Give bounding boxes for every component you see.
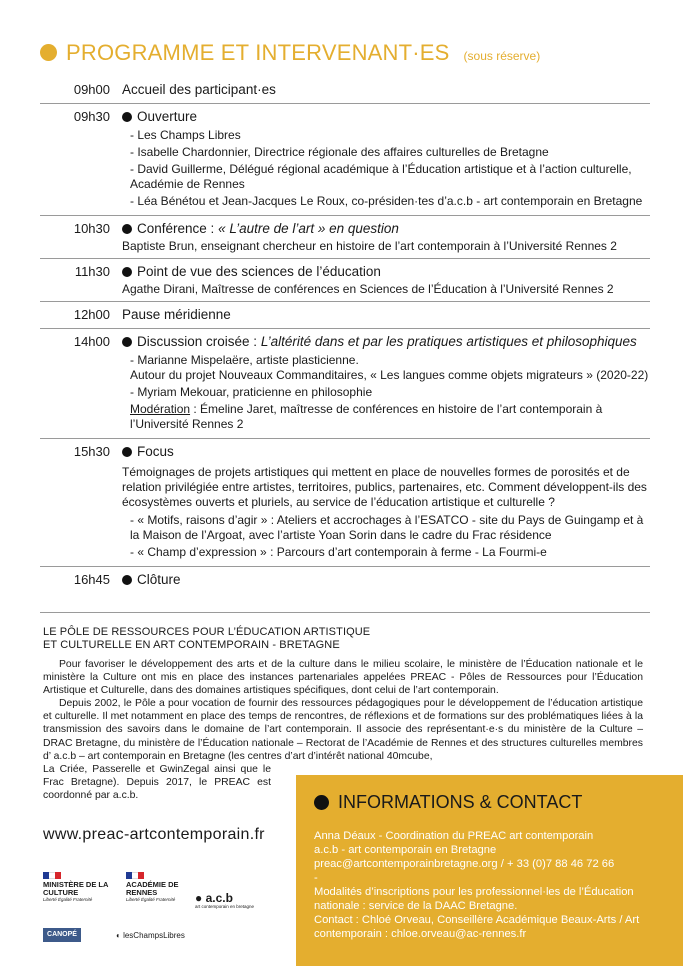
academie-logo [126, 872, 186, 902]
info-contact-box [296, 775, 683, 966]
time-label: 11h30 [74, 264, 110, 279]
session-title: Point de vue des sciences de l’éducation [137, 264, 381, 279]
info-contact-line[interactable]: preac@artcontemporainbretagne.org / + 33 (0)7 88 46 72 66 [314, 858, 615, 870]
time-label: 10h30 [73, 221, 110, 236]
session-title: Accueil des participant·es [122, 82, 276, 97]
speaker-item: Autour du projet Nouveaux Commanditaires, « Les langues comme objets migrateurs » (2020-22) [130, 368, 649, 382]
time-label: 14h00 [73, 334, 110, 349]
info-line: - [314, 872, 318, 884]
programme-row [40, 439, 650, 567]
info-title: INFORMATIONS & CONTACT [338, 792, 583, 812]
moderation-label: Modération [130, 402, 191, 416]
project-item: - « Champ d’expression » : Parcours d’art contemporain à ferme - La Fourmi-e [130, 545, 547, 559]
session-title: Focus [137, 444, 174, 459]
logo-text: lesChampsLibres [123, 931, 185, 940]
moderation-text: : Émeline Jaret, maîtresse de conférences en histoire de l’art contemporain à l’Université Rennes 2 [130, 402, 603, 431]
speaker-item: - Isabelle Chardonnier, Directrice régionale des affaires culturelles de Bretagne [130, 145, 549, 159]
programme-row [40, 329, 650, 439]
focus-description: Témoignages de projets artistiques qui mettent en place de nouvelles formes de porosités et de relation privilégiée entre artistes, territoires, publics, partenaires, etc. Comment développent-ils des écosystèmes ouverts et pluriels, au service de l’éducation artistique et culturelle ? [122, 465, 647, 509]
logo-text: MINISTÈRE DE LA CULTURE [43, 880, 109, 897]
pole-title-line: LE PÔLE DE RESSOURCES POUR L’ÉDUCATION ARTISTIQUE [43, 626, 371, 638]
bullet-icon [122, 267, 132, 277]
info-header [314, 792, 582, 813]
info-line: Anna Déaux - Coordination du PREAC art contemporain [314, 830, 594, 842]
session-title: Ouverture [137, 109, 198, 124]
pole-paragraph: Depuis 2002, le Pôle a pour vocation de fournir des ressources pédagogiques pour le développement de l’éducation artistique et culturelle. Il met notamment en place des temps de rencontres, de réflexions et de formations sur des problématiques liées à la transmission des savoirs dans le domaine de l’art contemporain. Il associe des représentant·e·s du ministère de la Culture – DRAC Bretagne, du ministère de l’Éducation nationale – Rectorat de l’Académie de Rennes et des structures culturelles membres d’ a.c.b – art contemporain en Bretagne (les centres d’art d’intérêt national 40mcube, [43, 698, 643, 762]
logo-text: ● a.c.b [195, 891, 233, 905]
pole-paragraph: La Criée, Passerelle et GwinZegal ainsi que le Frac Bretagne). Depuis 2017, le PREAC est coordonné par a.c.b. [43, 763, 271, 801]
info-contact-line[interactable]: Contact : Chloé Orveau, Conseillère Académique Beaux-Arts / Art contemporain : chloe.orveau@ac-rennes.fr [314, 914, 640, 940]
page-title: PROGRAMME ET INTERVENANT·ES [66, 40, 450, 65]
moderation-line [130, 402, 650, 432]
session-title-prefix: Discussion croisée : [137, 334, 258, 349]
programme-row [40, 302, 650, 329]
champs-libres-logo: ◐ lesChampsLibres [116, 931, 185, 940]
french-flag-icon [43, 872, 61, 879]
circle-bullet-icon [40, 44, 57, 61]
speaker-item: - Léa Bénétou et Jean-Jacques Le Roux, co-présiden·tes d’a.c.b - art contemporain en Bretagne [130, 194, 643, 208]
logo-motto: Liberté Égalité Fraternité [126, 897, 176, 902]
speaker-item: - David Guillerme, Délégué régional académique à l’Éducation artistique et à l’action culturelle, Académie de Rennes [130, 162, 632, 191]
project-item: - « Motifs, raisons d’agir » : Ateliers et accrochages à l’ESATCO - site du Pays de Guingamp et à la Maison de l’Argoat, avec l’artiste Yoan Sorin dans le cadre du Frac résidence [130, 513, 644, 542]
pole-title [43, 626, 370, 652]
session-title: Clôture [137, 572, 181, 587]
time-label: 09h00 [73, 82, 110, 97]
bullet-icon [314, 795, 329, 810]
time-label: 16h45 [73, 572, 110, 587]
session-title: Pause méridienne [122, 307, 231, 322]
info-body [314, 829, 674, 941]
programme-row [40, 104, 650, 216]
culture-ministry-logo [43, 872, 118, 902]
logo-subtitle: art contemporain en bretagne [195, 904, 255, 909]
pole-title-line: ET CULTURELLE EN ART CONTEMPORAIN - BRETAGNE [43, 639, 340, 651]
speaker-item: - Marianne Mispelaëre, artiste plasticienne. [130, 353, 359, 367]
programme-row [40, 259, 650, 302]
speaker-item: - Myriam Mekouar, praticienne en philosophie [130, 385, 373, 399]
bullet-icon [122, 447, 132, 457]
logo-text: ACADÉMIE DE RENNES [126, 880, 179, 897]
session-title-italic: « L’autre de l’art » en question [218, 221, 399, 236]
pole-paragraph: Pour favoriser le développement des arts et de la culture dans le milieu scolaire, le ministère de l’Éducation nationale et le ministère la Culture ont mis en place des instances partenariales appelées PREAC - Pôles de Ressources pour l’Éducation Artistique et Culturelle, dans des domaines artistiques spécifiques, dont celui de l’art contemporain. [43, 659, 643, 697]
acb-logo [195, 892, 285, 909]
divider [40, 612, 650, 613]
bullet-icon [122, 224, 132, 234]
programme-row [40, 216, 650, 259]
speaker-line: Agathe Dirani, Maîtresse de conférences en Sciences de l’Éducation à l’Université Rennes 2 [122, 282, 614, 296]
programme-row [40, 77, 650, 104]
french-flag-icon [126, 872, 144, 879]
acb-name: a.c.b [205, 891, 233, 905]
speaker-line: Baptiste Brun, enseignant chercheur en histoire de l’art contemporain à l’Université Rennes 2 [122, 239, 617, 253]
canope-logo: CANOPÉ [43, 928, 81, 942]
time-label: 09h30 [73, 109, 110, 124]
speaker-item: - Les Champs Libres [130, 128, 241, 142]
session-title-italic: L’altérité dans et par les pratiques artistiques et philosophiques [260, 334, 637, 349]
programme-row [40, 567, 650, 593]
logo-motto: Liberté Égalité Fraternité [43, 897, 93, 902]
session-title-prefix: Conférence : [137, 221, 215, 236]
info-line: Modalités d’inscriptions pour les professionnel·les de l’Éducation nationale : service de la DAAC Bretagne. [314, 886, 634, 912]
partner-logos [43, 872, 293, 952]
bullet-icon [122, 337, 132, 347]
header-note: (sous réserve) [463, 49, 541, 63]
section-header [40, 40, 540, 66]
time-label: 12h00 [73, 307, 110, 322]
info-line: a.c.b - art contemporain en Bretagne [314, 844, 497, 856]
website-link[interactable]: www.preac-artcontemporain.fr [43, 826, 265, 843]
time-label: 15h30 [73, 444, 110, 459]
programme-table [40, 77, 650, 593]
bullet-icon [122, 112, 132, 122]
bullet-icon [122, 575, 132, 585]
